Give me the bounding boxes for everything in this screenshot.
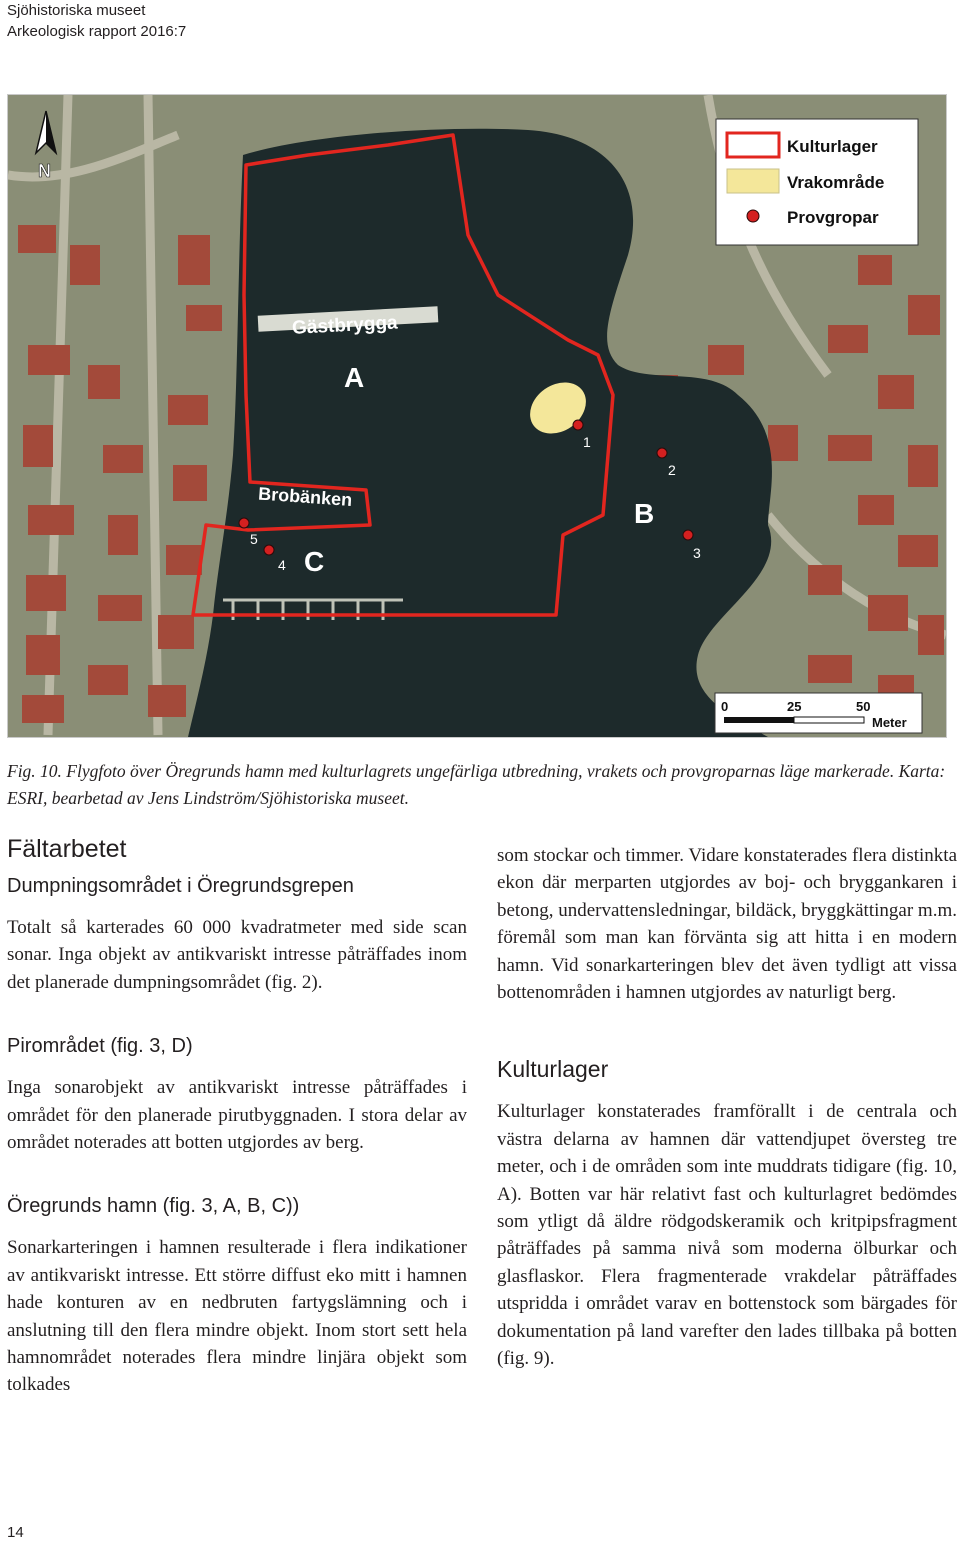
guest-pier-label: Gästbrygga <box>291 312 399 339</box>
area-b-label: B <box>634 498 655 529</box>
pit-4-label: 4 <box>278 557 286 573</box>
pit-3-label: 3 <box>693 545 701 561</box>
header-report: Arkeologisk rapport 2016:7 <box>7 23 187 40</box>
section-title-faltarbetet: Fältarbetet <box>7 835 127 863</box>
area-a-label: A <box>344 362 365 393</box>
aerial-map <box>8 95 946 737</box>
pit-1 <box>573 420 583 430</box>
area-c-label: C <box>304 546 325 577</box>
pit-4 <box>264 545 274 555</box>
north-label: N <box>38 161 51 181</box>
bridge-label: Brobänken <box>257 483 353 511</box>
right-column <box>497 842 957 1373</box>
scale-tick-0: 0 <box>721 699 729 714</box>
paragraph-dumpning: Totalt så karterades 60 000 kvadratmeter med side scan sonar. Inga objekt av antikvariskt intresse påträffades inom det planerade dumpningsområdet (fig. 2). <box>7 917 467 993</box>
scale-unit: Meter <box>872 715 907 730</box>
page-number: 14 <box>7 1524 24 1541</box>
paragraph-kulturlager: Kulturlager konstaterades framförallt i de centrala och västra delarna av hamnen där vattendjupet översteg tre meter, och i de områden som inte muddrats tidigare (fig. 10, A). Botten var här relativt fast och kulturlagret bedömdes som ytligt då äldre rödgodskeramik och kritpipsfragment påträffades på samma nivå som moderna ölburkar och glasflaskor. Flera fragmenterade vrakdelar påträffades utspridda i området varav en bottenstock som bärgades för dokumentation på land varefter den lades tillbaka på botten (fig. 9). <box>497 1101 957 1370</box>
running-header <box>7 0 186 42</box>
paragraph-pir: Inga sonarobjekt av antikvariskt intresse påträffades i området för den planerade pirutbyggnaden. I stora delar av området noterades att botten utgjordes av berg. <box>7 1077 467 1154</box>
legend-kulturlager-label: Kulturlager <box>787 137 878 156</box>
paragraph-continued: som stockar och timmer. Vidare konstaterades flera distinkta ekon där merparten utgjordes av boj- och bryggankaren i betong, undervattensledningar, bildäck, bryggkättingar m.m. föremål som man kan förvänta sig att hitta i en modern hamn. Vid sonarkarteringen blev det även tydligt att vissa bottenområden i hamnen utgjordes av naturligt berg. <box>497 845 957 1004</box>
pit-3 <box>683 530 693 540</box>
legend-vrak-swatch <box>727 169 779 193</box>
legend-pit-swatch <box>747 210 759 222</box>
figure-caption: Fig. 10. Flygfoto över Öregrunds hamn med kulturlagrets ungefärliga utbredning, vrakets och provgroparnas läge markerade. Karta: ESRI, bearbetad av Jens Lindström/Sjöhistoriska museet. <box>7 761 946 808</box>
legend-vrak-label: Vrakområde <box>787 173 885 192</box>
pit-5 <box>239 518 249 528</box>
subheading-kulturlager: Kulturlager <box>497 1056 609 1083</box>
subheading-dumpning: Dumpningsområdet i Öregrundsgrepen <box>7 875 354 897</box>
header-museum: Sjöhistoriska museet <box>7 2 146 19</box>
pit-2-label: 2 <box>668 462 676 478</box>
pit-1-label: 1 <box>583 434 591 450</box>
scale-bar <box>715 693 922 733</box>
map-legend <box>716 119 918 245</box>
aerial-map-figure <box>7 94 947 738</box>
paragraph-hamn: Sonarkarteringen i hamnen resulterade i flera indikationer av antikvariskt intresse. Ett större diffust eko mitt i hamnen hade konturen av en nedbruten fartygslämning och i anslutning till den flera mindre objekt. Inom stort sett hela hamnområdet noterades flera mindre linjära objekt som tolkades <box>7 1237 467 1396</box>
pit-5-label: 5 <box>250 531 258 547</box>
legend-pit-label: Provgropar <box>787 208 879 227</box>
subheading-hamn: Öregrunds hamn (fig. 3, A, B, C)) <box>7 1195 300 1218</box>
subheading-pir: Pirområdet (fig. 3, D) <box>7 1035 193 1058</box>
scale-tick-25: 25 <box>787 699 802 714</box>
left-column <box>7 832 467 1399</box>
pit-2 <box>657 448 667 458</box>
scale-tick-50: 50 <box>856 699 871 714</box>
